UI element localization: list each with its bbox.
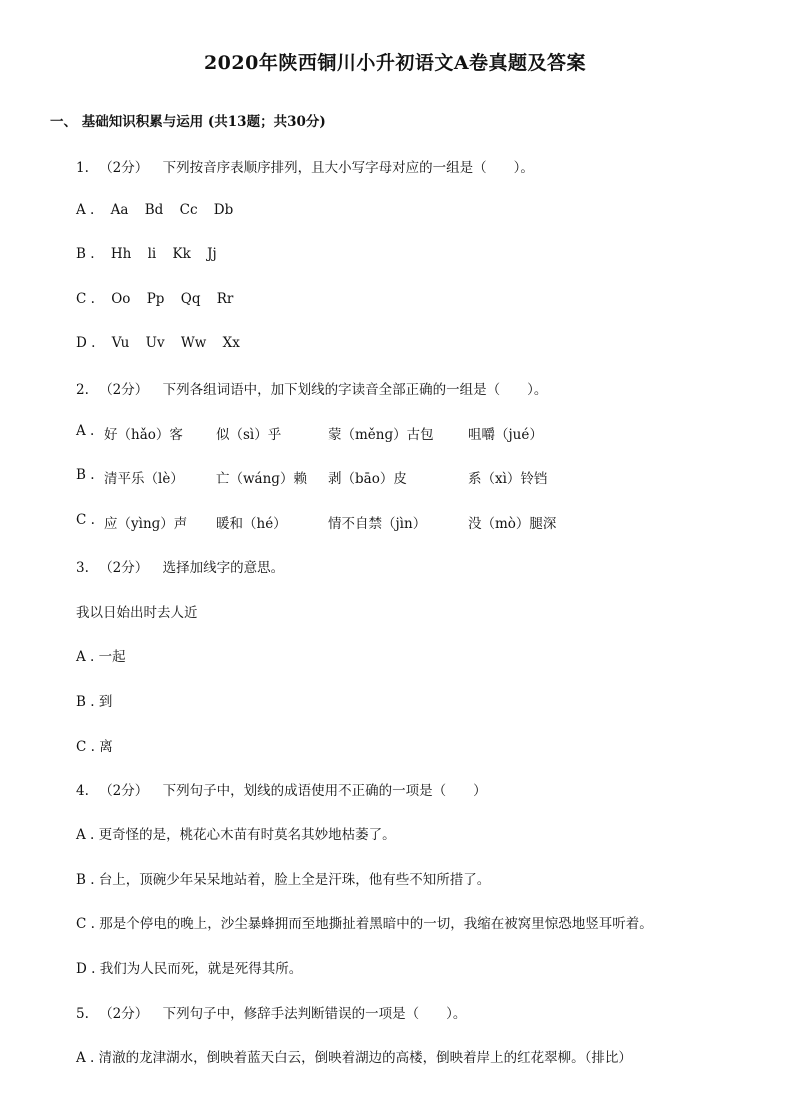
option-word: 似（sì）乎 <box>216 427 282 443</box>
option-word: 没（mò）腿深 <box>468 516 557 532</box>
section-heading: 一、 基础知识积累与运用 (共13题；共30分) <box>50 114 326 130</box>
option-text: 一起 <box>98 649 126 665</box>
option-label: D . <box>76 335 96 351</box>
option-item: Ww <box>180 335 207 351</box>
option-text: 清澈的龙津湖水，倒映着蓝天白云，倒映着湖边的高楼，倒映着岸上的红花翠柳。（排比） <box>98 1050 632 1066</box>
question-number: 2. <box>76 382 89 398</box>
option-label: C . <box>76 291 95 307</box>
option-label: A . <box>76 827 95 843</box>
option-label: A . <box>76 423 95 439</box>
option-word: 应（yìnɡ）声 <box>104 516 188 532</box>
question-2-stem <box>76 378 547 398</box>
option-label: B . <box>76 694 95 710</box>
option-item: Cc <box>179 202 198 218</box>
option-label: B . <box>76 246 95 262</box>
option-label: C . <box>76 512 95 528</box>
option-label: C . <box>76 739 95 755</box>
question-number: 5. <box>76 1006 89 1022</box>
question-score: （2分） <box>99 382 149 398</box>
option-text: 那是个停电的晚上，沙尘暴蜂拥而至地撕扯着黑暗中的一切，我缩在被窝里惊恐地竖耳听着。 <box>99 916 653 932</box>
q5-option-a <box>76 1046 632 1066</box>
option-item: Oo <box>111 291 131 307</box>
option-label: A . <box>76 202 95 218</box>
q1-option-b <box>76 246 229 262</box>
option-item: Vu <box>111 335 130 351</box>
q4-option-b <box>76 868 490 888</box>
question-1-stem <box>76 156 534 176</box>
option-item: Rr <box>216 291 234 307</box>
option-item: Aa <box>110 202 129 218</box>
option-item: Jj <box>207 246 217 262</box>
option-label: B . <box>76 467 95 483</box>
option-item: Qq <box>180 291 201 307</box>
question-text: 下列各组词语中，加下划线的字读音全部正确的一组是（ ）。 <box>162 382 548 398</box>
option-label: C . <box>76 916 95 932</box>
q3-option-c <box>76 735 113 755</box>
q3-sentence: 我以日始出时去人近 <box>76 605 198 621</box>
option-item: Hh <box>110 246 132 262</box>
q3-option-b <box>76 690 112 710</box>
q4-option-d <box>76 957 302 977</box>
option-word: 亡（wánɡ）赖 <box>216 471 307 487</box>
q1-option-a <box>76 202 245 218</box>
question-number: 4. <box>76 783 89 799</box>
option-text: 台上，顶碗少年呆呆地站着，脸上全是汗珠，他有些不知所措了。 <box>98 872 491 888</box>
option-label: A . <box>76 649 95 665</box>
q3-option-a <box>76 645 126 665</box>
question-text: 选择加线字的意思。 <box>162 560 285 576</box>
option-text: 更奇怪的是，桃花心木苗有时莫名其妙地枯萎了。 <box>98 827 396 843</box>
option-item: Pp <box>146 291 165 307</box>
q1-option-c <box>76 291 245 307</box>
question-3-stem <box>76 556 284 576</box>
option-label: D . <box>76 961 96 977</box>
option-word: 情不自禁（jìn） <box>328 516 427 532</box>
q4-option-a <box>76 823 396 843</box>
option-item: Uv <box>145 335 165 351</box>
option-item: Db <box>213 202 234 218</box>
question-5-stem <box>76 1002 466 1022</box>
option-item: Bd <box>144 202 164 218</box>
option-text: 离 <box>99 739 113 755</box>
option-label: B . <box>76 872 95 888</box>
option-word: 咀嚼（jué） <box>468 427 543 443</box>
option-word: 清平乐（lè） <box>104 471 184 487</box>
page-title: 2020年陕西铜川小升初语文A卷真题及答案 <box>203 52 587 74</box>
question-score: （2分） <box>99 1006 149 1022</box>
option-word: 好（hǎo）客 <box>104 427 183 443</box>
question-number: 1. <box>76 160 89 176</box>
option-word: 剥（bāo）皮 <box>328 471 407 487</box>
option-text: 我们为人民而死，就是死得其所。 <box>99 961 303 977</box>
question-text: 下列句子中，划线的成语使用不正确的一项是（ ） <box>162 783 487 799</box>
question-text: 下列句子中，修辞手法判断错误的一项是（ ）。 <box>162 1006 467 1022</box>
question-score: （2分） <box>99 160 149 176</box>
option-word: 暖和（hé） <box>216 516 287 532</box>
option-label: A . <box>76 1050 95 1066</box>
option-item: Xx <box>222 335 240 351</box>
question-score: （2分） <box>99 560 149 576</box>
option-word: 蒙（měnɡ）古包 <box>328 427 434 443</box>
option-text: 到 <box>98 694 113 710</box>
q1-option-d <box>76 335 252 351</box>
option-word: 系（xì）铃铛 <box>468 471 548 487</box>
q4-option-c <box>76 912 653 932</box>
question-score: （2分） <box>99 783 149 799</box>
question-text: 下列按音序表顺序排列，且大小写字母对应的一组是（ ）。 <box>162 160 534 176</box>
question-number: 3. <box>76 560 89 576</box>
option-item: Kk <box>172 246 191 262</box>
option-item: li <box>147 246 157 262</box>
question-4-stem <box>76 779 487 799</box>
